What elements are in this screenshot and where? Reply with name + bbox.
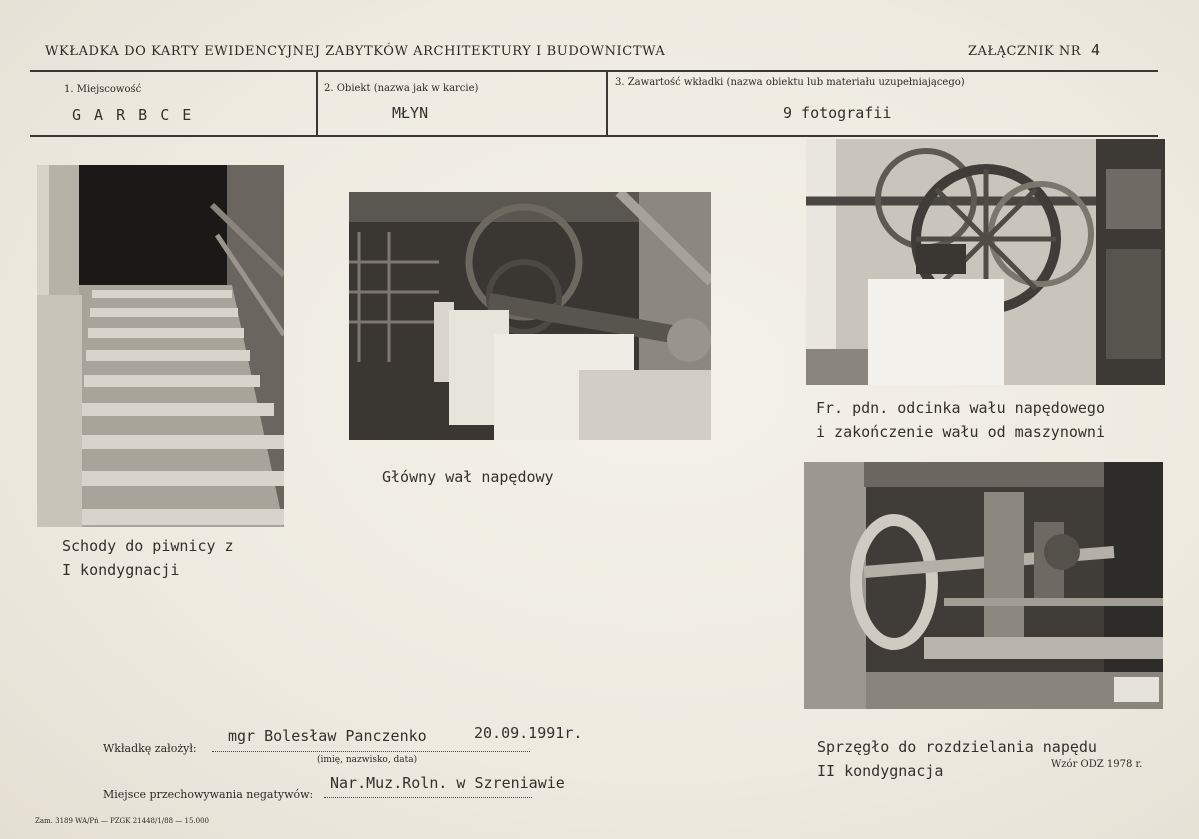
attachment-number (968, 41, 1101, 59)
field-divider-2 (606, 72, 608, 135)
negatives-label: Miejsce przechowywania negatywów: (103, 788, 314, 801)
photo-shaft-end (806, 139, 1165, 385)
caption-clutch-line-1: Sprzęgło do rozdzielania napędu (817, 738, 1097, 756)
caption-stairs (62, 534, 234, 582)
photo-main-shaft (349, 192, 711, 440)
founded-dotline (212, 751, 530, 752)
founded-date: 20.09.1991r. (474, 724, 583, 742)
founded-name: mgr Bolesław Panczenko (228, 727, 427, 745)
field-divider-1 (316, 72, 318, 135)
caption-shaft-end (816, 396, 1105, 444)
field-contents-value: 9 fotografii (783, 104, 892, 122)
attachment-label: ZAŁĄCZNIK NR (968, 44, 1082, 59)
negatives-value: Nar.Muz.Roln. w Szreniawie (330, 774, 565, 792)
header-top-rule (30, 70, 1158, 72)
caption-stairs-line-1: Schody do piwnicy z (62, 537, 234, 555)
field-contents-label: 3. Zawartość wkładki (nazwa obiektu lub materiału uzupełniającego) (615, 77, 965, 88)
caption-stairs-line-2: I kondygnacji (62, 561, 180, 579)
negatives-dotline (324, 797, 532, 798)
print-info: Zam. 3189 WA/Pń — PZGK 21448/1/88 — 15.000 (35, 817, 210, 825)
header-bottom-rule (30, 135, 1158, 137)
caption-shaft-end-line-1: Fr. pdn. odcinka wału napędowego (816, 399, 1105, 417)
field-locality-label: 1. Miejscowość (64, 84, 142, 95)
form-mark: Wzór ODZ 1978 r. (1051, 759, 1143, 770)
caption-main-shaft: Główny wał napędowy (382, 468, 554, 486)
photo-stairs (37, 165, 284, 527)
founded-hint: (imię, nazwisko, data) (317, 755, 418, 765)
card-title: WKŁADKA DO KARTY EWIDENCYJNEJ ZABYTKÓW ARCHITEKTURY I BUDOWNICTWA (45, 44, 666, 59)
attachment-number-value: 4 (1091, 41, 1101, 59)
caption-shaft-end-line-2: i zakończenie wału od maszynowni (816, 423, 1105, 441)
field-object-label: 2. Obiekt (nazwa jak w karcie) (324, 83, 479, 94)
field-object-value: MŁYN (392, 104, 429, 122)
caption-clutch-line-2: II kondygnacja (817, 762, 944, 780)
founded-label: Wkładkę założył: (103, 742, 197, 755)
photo-clutch (804, 462, 1163, 709)
field-locality-value: G A R B C E (72, 106, 194, 124)
